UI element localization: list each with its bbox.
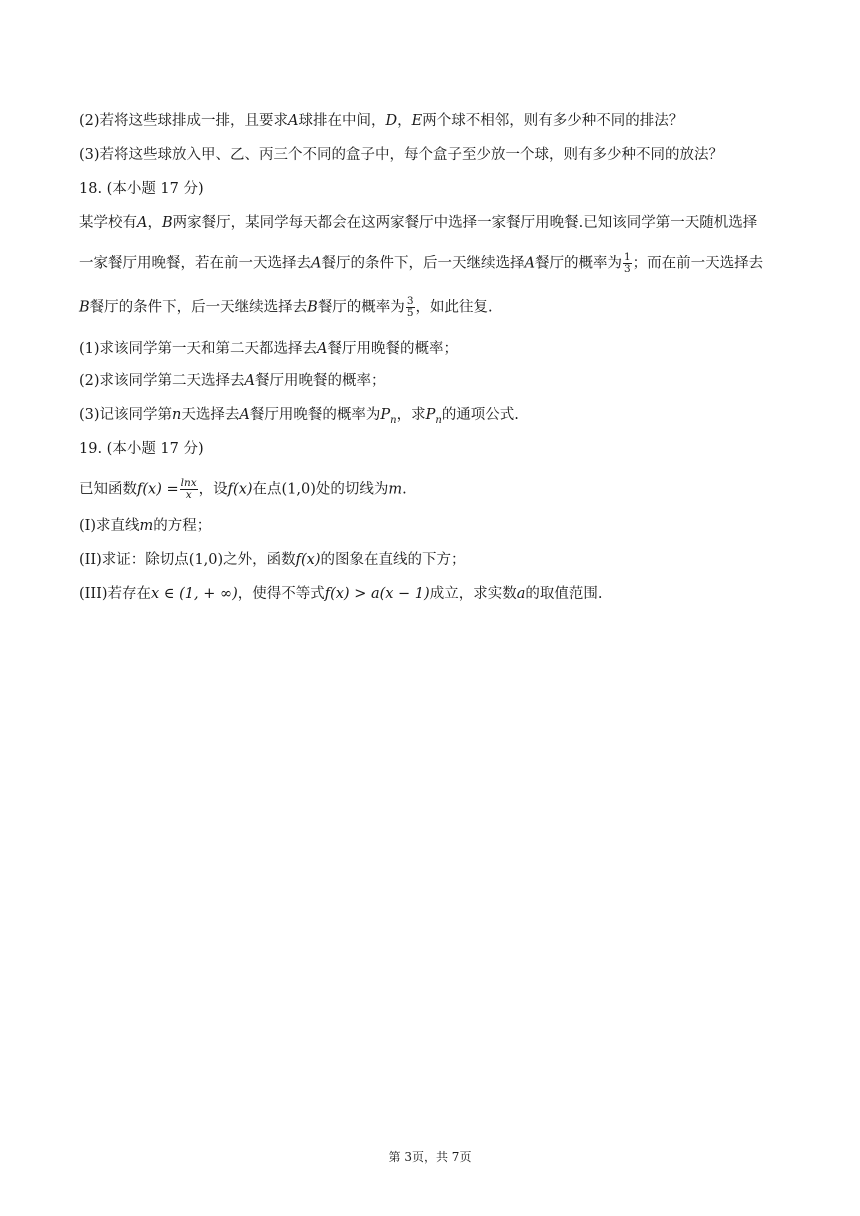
text: 的取值范围. bbox=[525, 586, 603, 602]
text: 的通项公式. bbox=[441, 407, 519, 423]
q19-stem bbox=[79, 478, 407, 501]
denominator: 3 bbox=[623, 263, 631, 275]
q19-part3 bbox=[79, 584, 602, 604]
text: (III)若存在 bbox=[79, 586, 151, 602]
var-A: A bbox=[311, 255, 322, 272]
var-P: P bbox=[425, 407, 436, 423]
q19-part1 bbox=[79, 516, 211, 536]
var-B: B bbox=[161, 215, 173, 231]
var-A: A bbox=[317, 341, 328, 357]
question-number: 18. (本小题 17 分) bbox=[79, 181, 204, 197]
text: (2)求该同学第二天选择去 bbox=[79, 373, 245, 389]
q19-part2 bbox=[79, 550, 466, 570]
var-m: m bbox=[139, 518, 154, 534]
text: (1)求该同学第一天和第二天都选择去 bbox=[79, 341, 318, 357]
text: 某学校有 bbox=[79, 215, 137, 231]
text: (3)若将这些球放入甲、乙、丙三个不同的盒子中，每个盒子至少放一个球，则有多少种不同的放法？ bbox=[79, 147, 724, 163]
text: 餐厅用晚餐的概率为 bbox=[249, 407, 381, 423]
fraction-lnx-over-x bbox=[180, 478, 198, 501]
text: 餐厅用晚餐的概率； bbox=[327, 341, 459, 357]
var-B: B bbox=[307, 299, 318, 316]
numerator: 3 bbox=[406, 295, 414, 307]
q18-stem-line3 bbox=[79, 296, 493, 319]
subscript-n: n bbox=[390, 414, 397, 426]
text: 的方程； bbox=[153, 518, 212, 534]
point: (1,0) bbox=[281, 481, 316, 498]
denominator: 5 bbox=[406, 307, 414, 319]
q17-part3 bbox=[79, 145, 723, 165]
page-footer: 第 3页，共 7页 bbox=[388, 1150, 472, 1164]
var-P: P bbox=[380, 407, 391, 423]
var-D: D bbox=[385, 113, 398, 129]
text: 餐厅的条件下，后一天继续选择 bbox=[321, 255, 525, 272]
text: 之外，函数 bbox=[223, 552, 296, 568]
var-n: n bbox=[172, 407, 182, 423]
subscript-n: n bbox=[435, 414, 442, 426]
text: 球排在中间， bbox=[298, 113, 386, 129]
text: (I)求直线 bbox=[79, 518, 140, 534]
var-A: A bbox=[239, 407, 250, 423]
text: 处的切线为 bbox=[315, 481, 389, 498]
fraction-three-fifths bbox=[406, 296, 415, 319]
var-a: a bbox=[516, 586, 526, 602]
text: ，设 bbox=[198, 481, 228, 498]
q18-part2 bbox=[79, 371, 386, 391]
var-A: A bbox=[244, 373, 256, 389]
text: ， bbox=[147, 215, 162, 231]
function-f: f(x) = bbox=[137, 481, 179, 498]
var-E: E bbox=[411, 113, 423, 129]
q19-header bbox=[79, 439, 204, 459]
text: 成立，求实数 bbox=[429, 586, 517, 602]
q18-part3 bbox=[79, 405, 519, 425]
text: (2)若将这些球排成一排，且要求 bbox=[79, 113, 289, 129]
q18-header bbox=[79, 179, 204, 199]
numerator: lnx bbox=[180, 477, 197, 489]
text: ，使得不等式 bbox=[237, 586, 325, 602]
function-f: f(x) bbox=[295, 552, 321, 568]
var-A: A bbox=[524, 255, 535, 272]
text: 的图象在直线的下方； bbox=[320, 552, 466, 568]
point: (1,0) bbox=[188, 552, 224, 568]
q17-part2 bbox=[79, 111, 683, 131]
function-f: f(x) bbox=[227, 481, 253, 498]
numerator: 1 bbox=[623, 251, 631, 263]
question-number: 19. (本小题 17 分) bbox=[79, 441, 204, 457]
var-A: A bbox=[137, 215, 148, 231]
text: ，如此往复. bbox=[415, 299, 493, 316]
q18-stem-line1 bbox=[79, 213, 757, 233]
text: 餐厅的条件下，后一天继续选择去 bbox=[89, 299, 308, 316]
q18-part1 bbox=[79, 339, 458, 359]
text: (3)记该同学第 bbox=[79, 407, 173, 423]
text: 餐厅的概率为 bbox=[317, 299, 405, 316]
text: ，求 bbox=[396, 407, 426, 423]
text: 两家餐厅，某同学每天都会在这两家餐厅中选择一家餐厅用晚餐.已知该同学第一天随机选择 bbox=[172, 215, 758, 231]
text: . bbox=[402, 481, 407, 498]
text: ， bbox=[397, 113, 412, 129]
text: 一家餐厅用晚餐，若在前一天选择去 bbox=[79, 255, 311, 272]
var-B: B bbox=[79, 299, 90, 316]
text: 在点 bbox=[252, 481, 282, 498]
text: 两个球不相邻，则有多少种不同的排法？ bbox=[422, 113, 684, 129]
text: ；而在前一天选择去 bbox=[632, 255, 764, 272]
fraction-one-third bbox=[623, 252, 632, 275]
interval-condition: x ∈ (1, + ∞) bbox=[151, 586, 238, 602]
denominator: x bbox=[185, 489, 192, 501]
q18-stem-line2 bbox=[79, 252, 763, 275]
var-A: A bbox=[288, 113, 299, 129]
var-m: m bbox=[388, 481, 403, 498]
text: 餐厅的概率为 bbox=[534, 255, 622, 272]
text: 天选择去 bbox=[181, 407, 240, 423]
text: 餐厅用晚餐的概率； bbox=[255, 373, 386, 389]
text: (II)求证：除切点 bbox=[79, 552, 189, 568]
inequality: f(x) > a(x − 1) bbox=[324, 586, 430, 602]
text: 已知函数 bbox=[79, 481, 137, 498]
